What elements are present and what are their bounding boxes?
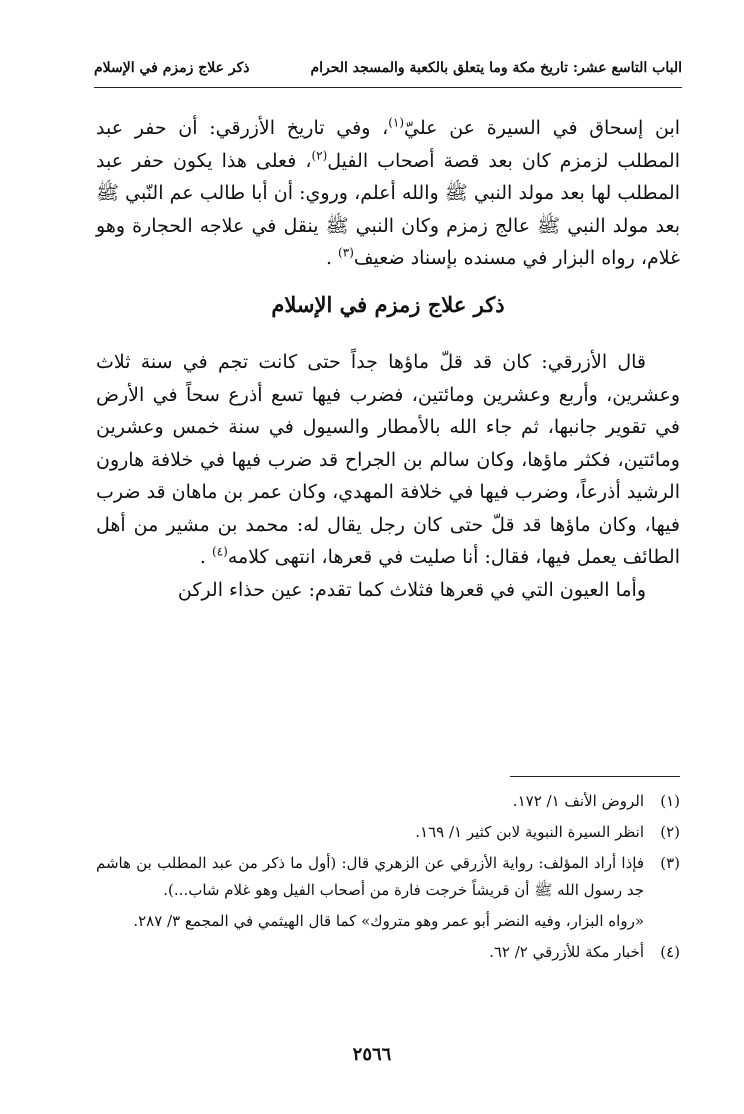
footnote-text: الروض الأنف ١/ ١٧٢.	[512, 792, 644, 810]
running-header	[94, 56, 682, 80]
footnote-number: (٤)	[660, 943, 680, 961]
paragraph-3: وأما العيون التي في قعرها فثلاث كما تقدم: عين حذاء الركن	[177, 578, 646, 601]
chapter-title: الباب التاسع عشر: تاريخ مكة وما يتعلق بالكعبة والمسجد الحرام	[310, 60, 682, 76]
footnote	[96, 939, 680, 966]
footnote-text: أخبار مكة للأزرقي ٢/ ٦٢.	[489, 943, 644, 961]
footnote-text: فإذا أراد المؤلف: رواية الأزرقي عن الزهري قال: (أول ما ذكر من عبد المطلب بن هاشم جد رسول الله ﷺ أن قريشاً خرجت فارة من أصحاب الفيل وهو غلام شاب...).	[96, 854, 644, 899]
footnote-ref-1: (١)	[388, 115, 405, 130]
footnote	[96, 850, 680, 935]
footnote-number: (٣)	[660, 854, 680, 872]
footnote-rule	[510, 776, 680, 777]
footnote-ref-3: (٣)	[338, 245, 354, 260]
paragraph-2	[96, 346, 680, 574]
paragraph-1-text: ، فعلى هذا يكون حفر عبد المطلب لها بعد مولد النبي ﷺ والله أعلم، وروي: أن أبا طالب عم النّبي ﷺ بعد مولد النبي ﷺ عالج زمزم وكان النبي ﷺ ينقل في علاجه الحجارة وهو غلام، رواه البزار في مسنده بإسناد ضعيف	[96, 149, 680, 269]
paragraph-2-text: .	[199, 546, 212, 568]
paragraph-1	[96, 112, 680, 275]
footnote-number: (١)	[660, 792, 680, 810]
footnote-ref-2: (٢)	[311, 148, 328, 163]
page-number: ٢٥٦٦	[352, 1044, 392, 1065]
section-running-title: ذكر علاج زمزم في الإسلام	[94, 60, 250, 76]
footnote-text: انظر السيرة النبوية لابن كثير ١/ ١٦٩.	[415, 823, 644, 841]
paragraph-2-text: قال الأزرقي: كان قد قلّ ماؤها جداً حتى كانت تجم في سنة ثلاث وعشرين، وأربع وعشرين ومائتين، فضرب فيها تسع أذرع سحاً في الأرض في تقوير جانبها، ثم جاء الله بالأمطار والسيول في سنة خمس وعشرين ومائتين، فكثر ماؤها، وكان سالم بن الجراح قد ضرب فيها في خلافة هارون الرشيد أذرعاً، وضرب فيها في خلافة المهدي، وكان عمر بن ماهان قد ضرب فيها، وكان ماؤها قد قلّ حتى كان رجل يقال له: محمد بن مشير من أهل الطائف يعمل فيها، فقال: أنا صليت في قعرها، انتهى كلامه	[96, 351, 680, 568]
footnote-text: «رواه البزار، وفيه النضر أبو عمر وهو متروك» كما قال الهيثمي في المجمع ٣/ ٢٨٧.	[133, 912, 644, 930]
footnote-number: (٢)	[660, 823, 680, 841]
footnotes	[96, 788, 680, 970]
paragraph-1-text: ابن إسحاق في السيرة عن عليّ	[404, 117, 681, 139]
footnote	[96, 819, 680, 846]
section-title: ذكر علاج زمزم في الإسلام	[271, 291, 505, 317]
paragraph-1-text: ، وفي تاريخ الأزرقي: أن حفر عبد المطلب لزمزم كان بعد قصة أصحاب الفيل	[96, 117, 680, 172]
header-rule	[94, 87, 682, 88]
footnote-ref-4: (٤)	[212, 544, 228, 559]
paragraph-1-text: .	[325, 247, 339, 269]
footnote	[96, 788, 680, 815]
main-text	[96, 112, 680, 606]
